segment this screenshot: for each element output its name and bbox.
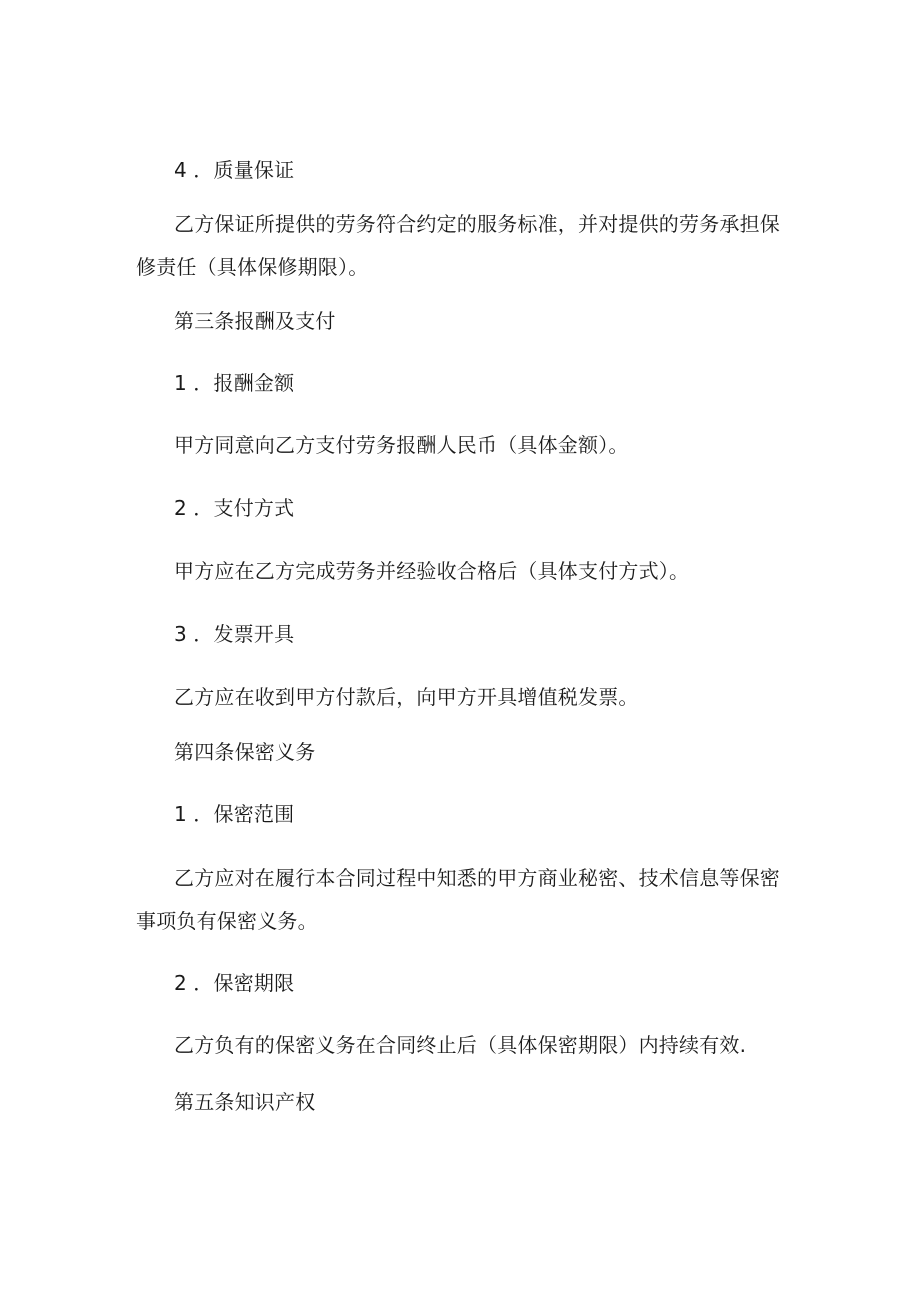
paragraph-line: 乙方应在收到甲方付款后，向甲方开具增值税发票。 — [174, 685, 639, 709]
item-number: 1 — [174, 802, 187, 826]
paragraph-line: 乙方应对在履行本合同过程中知悉的甲方商业秘密、技术信息等保密 — [174, 866, 780, 890]
paragraph-line: 乙方保证所提供的劳务符合约定的服务标准，并对提供的劳务承担保 — [174, 212, 780, 236]
item-title: ．质量保证 — [193, 158, 295, 182]
paragraph-line: 事项负有保密义务。 — [136, 909, 318, 933]
paragraph-line: 乙方负有的保密义务在合同终止后（具体保密期限）内持续有效. — [174, 1033, 747, 1057]
item-title: ．保密期限 — [193, 971, 295, 995]
item-2-heading — [174, 496, 294, 520]
item-title: ．保密范围 — [193, 802, 295, 826]
item-number: 2 — [174, 496, 187, 520]
item-title: ．发票开具 — [193, 622, 295, 646]
item-number: 3 — [174, 622, 187, 646]
item-number: 4 — [174, 158, 187, 182]
item-1-heading — [174, 371, 294, 395]
item-2-heading — [174, 971, 294, 995]
item-3-heading — [174, 622, 294, 646]
article-heading: 第三条报酬及支付 — [174, 309, 336, 333]
item-4-heading — [174, 158, 294, 182]
item-title: ．支付方式 — [193, 496, 295, 520]
paragraph-line: 甲方同意向乙方支付劳务报酬人民币（具体金额）。 — [174, 433, 629, 457]
paragraph-line: 甲方应在乙方完成劳务并经验收合格后（具体支付方式）。 — [174, 559, 690, 583]
article-heading: 第五条知识产权 — [174, 1090, 316, 1114]
item-1-heading — [174, 802, 294, 826]
paragraph-line: 修责任（具体保修期限）。 — [136, 255, 369, 279]
article-heading: 第四条保密义务 — [174, 740, 316, 764]
item-number: 2 — [174, 971, 187, 995]
item-number: 1 — [174, 371, 187, 395]
item-title: ．报酬金额 — [193, 371, 295, 395]
